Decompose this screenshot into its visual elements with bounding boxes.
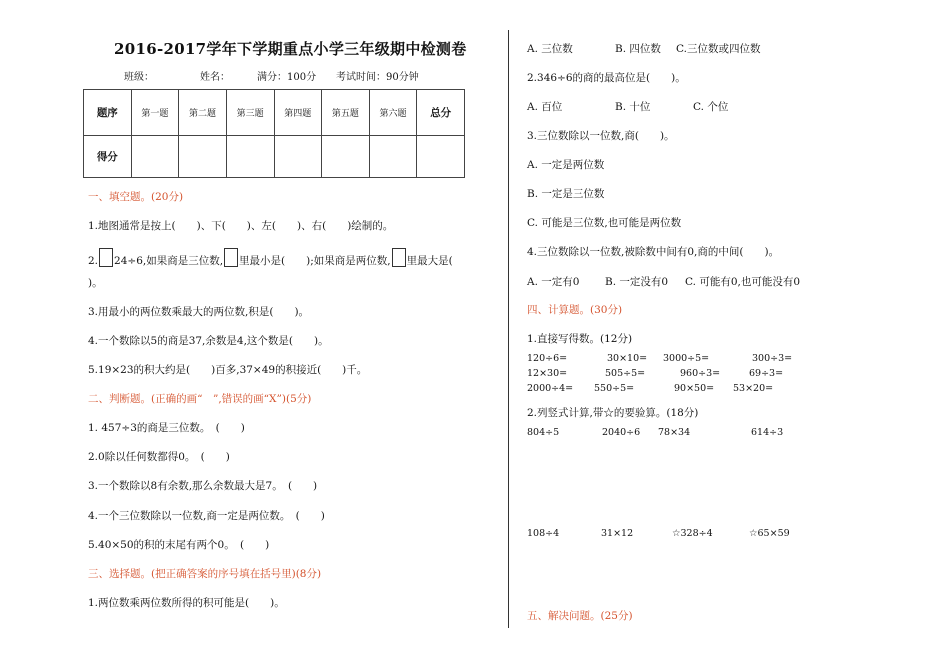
calc-item: 90×50= [674,383,715,394]
q2-option-a: A. 百位 [527,101,563,113]
s2-question-2: 2.0除以任何数都得0。 ( ) [88,451,230,463]
s1-q2-number: 2. [88,255,99,267]
vertical-calc-item: 31×12 [601,528,634,539]
class-label: 班级： [124,72,154,83]
score-header-q3: 第三题 [226,90,274,136]
calc-item: 3000÷5= [663,353,710,364]
score-header-q5: 第五题 [322,90,370,136]
s2-question-4: 4.一个三位数除以一位数,商一定是两位数。 ( ) [88,510,325,522]
blank-box [99,248,113,267]
calc-item: 12×30= [527,368,568,379]
score-cell[interactable] [369,136,417,178]
vertical-calc-item: 108÷4 [527,528,560,539]
s2-question-5: 5.40×50的积的末尾有两个0。 ( ) [88,539,270,551]
s1-question-2 [88,248,453,268]
q3-option-c: C. 可能是三位数,也可能是两位数 [527,217,682,229]
column-divider [508,30,509,628]
score-table [83,89,465,178]
s3-question-2: 2.346÷6的商的最高位是( )。 [527,72,686,84]
full-score: 满分：100分 [257,72,317,83]
score-cell[interactable] [131,136,179,178]
score-header-q2: 第二题 [179,90,227,136]
s1-q2-part-c: 里最小是( );如果商是两位数, [239,255,391,267]
score-header-order: 题序 [84,90,132,136]
s1-q2-end: )。 [88,277,103,289]
s1-question-3: 3.用最小的两位数乘最大的两位数,积是( )。 [88,306,310,318]
section-2-title: 二、判断题。(正确的画“ ”,错误的画“X”)(5分) [88,393,312,405]
q1-option-c: C.三位数或四位数 [676,43,761,55]
q4-option-a: A. 一定有0 [527,276,580,288]
score-cell[interactable] [179,136,227,178]
section-3-title: 三、选择题。(把正确答案的序号填在括号里)(8分) [88,568,322,580]
q2-option-c: C. 个位 [693,101,729,113]
section-5-title: 五、解决问题。(25分) [527,610,633,622]
vertical-calc-item: 2040÷6 [602,427,641,438]
vertical-calc-item: 804÷5 [527,427,560,438]
vertical-calc-item: 614÷3 [751,427,784,438]
s4-part-1: 1.直接写得数。(12分) [527,333,633,345]
q3-option-a: A. 一定是两位数 [527,159,605,171]
score-cell[interactable] [226,136,274,178]
s1-q2-part-d: 里最大是( [406,255,453,267]
q3-option-b: B. 一定是三位数 [527,188,605,200]
calc-item: 69÷3= [749,368,784,379]
q2-option-b: B. 十位 [615,101,651,113]
calc-item: 960÷3= [680,368,721,379]
name-label: 姓名： [200,72,230,83]
s3-question-3: 3.三位数除以一位数,商( )。 [527,130,675,142]
calc-item: 53×20= [733,383,774,394]
score-header-total: 总分 [417,90,465,136]
s1-question-4: 4.一个数除以5的商是37,余数是4,这个数是( )。 [88,335,329,347]
score-cell[interactable] [322,136,370,178]
blank-box [224,248,238,267]
s4-part-2: 2.列竖式计算,带☆的要验算。(18分) [527,407,699,419]
s1-question-1: 1.地图通常是按上( )、下( )、左( )、右( )绘制的。 [88,220,394,232]
calc-item: 2000÷4= [527,383,574,394]
s2-question-3: 3.一个数除以8有余数,那么余数最大是7。 ( ) [88,480,318,492]
score-header-q6: 第六题 [369,90,417,136]
calc-item: 505÷5= [605,368,646,379]
vertical-calc-item: 78×34 [658,427,691,438]
q1-option-b: B. 四位数 [615,43,661,55]
calc-item: 550÷5= [594,383,635,394]
section-4-title: 四、计算题。(30分) [527,304,623,316]
score-cell[interactable] [417,136,465,178]
s3-question-4: 4.三位数除以一位数,被除数中间有0,商的中间( )。 [527,246,780,258]
score-header-q1: 第一题 [131,90,179,136]
s1-question-5: 5.19×23的积大约是( )百多,37×49的积接近( )千。 [88,364,368,376]
score-row-label: 得分 [84,136,132,178]
s2-question-1: 1. 457÷3的商是三位数。 ( ) [88,422,245,434]
q4-option-c: C. 可能有0,也可能没有0 [685,276,801,288]
vertical-calc-item: ☆65×59 [749,528,790,539]
page-title: 2016-2017学年下学期重点小学三年级期中检测卷 [114,40,467,58]
exam-time: 考试时间：90分钟 [336,72,419,83]
s3-question-1: 1.两位数乘两位数所得的积可能是( )。 [88,597,285,609]
calc-item: 300÷3= [752,353,793,364]
q4-option-b: B. 一定没有0 [605,276,669,288]
score-header-q4: 第四题 [274,90,322,136]
calc-item: 30×10= [607,353,648,364]
score-cell[interactable] [274,136,322,178]
calc-item: 120÷6= [527,353,568,364]
section-1-title: 一、填空题。(20分) [88,191,184,203]
blank-box [392,248,406,267]
s1-q2-part-b: 24÷6,如果商是三位数, [114,255,224,267]
q1-option-a: A. 三位数 [527,43,573,55]
vertical-calc-item: ☆328÷4 [672,528,713,539]
